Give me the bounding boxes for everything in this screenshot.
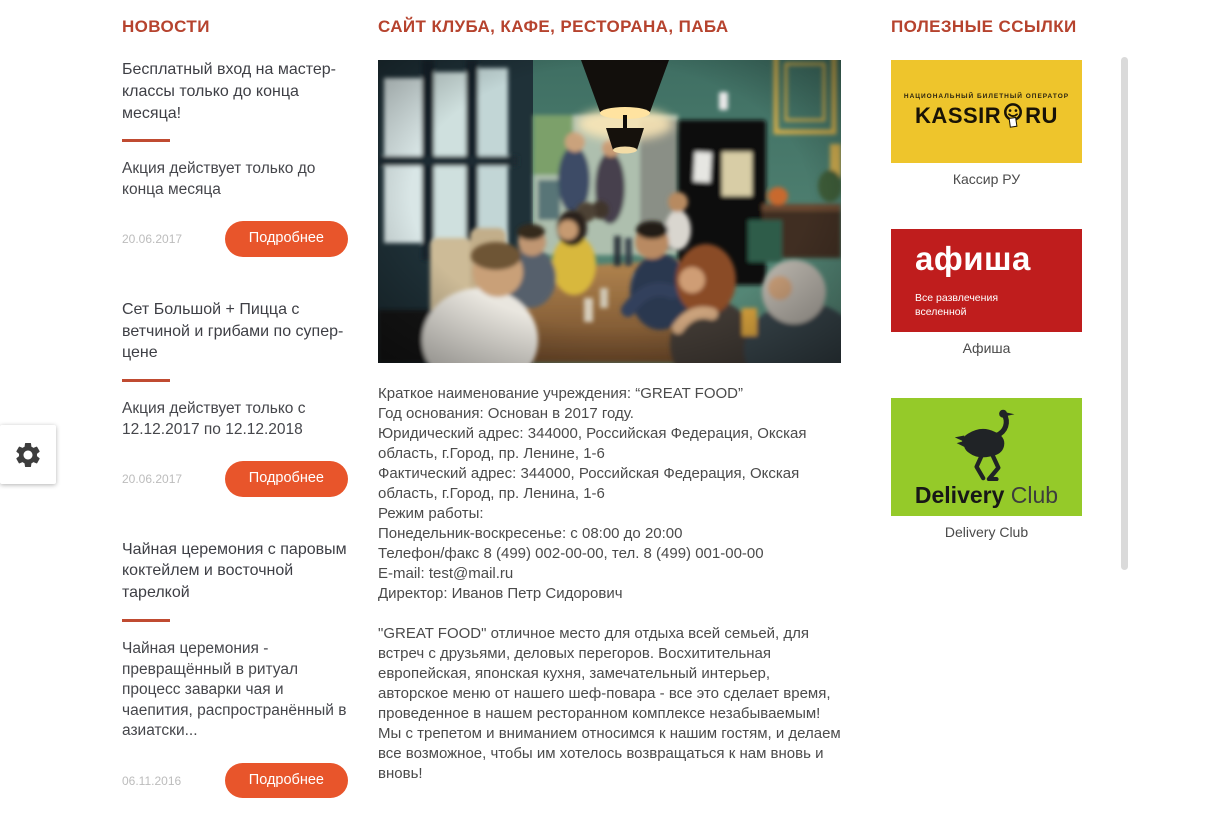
afisha-tagline-line2: вселенной	[915, 306, 967, 318]
page-title: САЙТ КЛУБА, КАФЕ, РЕСТОРАНА, ПАБА	[378, 17, 729, 36]
afisha-brand-text: афиша	[915, 239, 1031, 277]
news-item-footer	[122, 221, 348, 256]
news-item-subtitle: Чайная церемония - превращённый в ритуал процесс заварки чая и чаепития, распространённый в азиатски...	[122, 639, 347, 740]
info-line: Телефон/факс 8 (499) 002-00-00, тел. 8 (499) 001-00-00	[378, 545, 764, 562]
info-line: Краткое наименование учреждения: “GREAT FOOD”	[378, 385, 744, 402]
info-line: E-mail: test@mail.ru	[378, 565, 514, 582]
kassir-smiley-icon	[1002, 102, 1024, 128]
afisha-logo[interactable]	[891, 229, 1082, 332]
scrollbar-thumb[interactable]	[1121, 57, 1128, 570]
news-item-title: Чайная церемония с паровым коктейлем и восточной тарелкой	[122, 540, 347, 602]
org-info-block	[378, 384, 841, 604]
news-separator	[122, 139, 170, 142]
links-list	[891, 60, 1082, 540]
info-line: Директор: Иванов Петр Сидорович	[378, 585, 623, 602]
restaurant-photo	[378, 60, 841, 363]
more-button[interactable]: Подробнее	[225, 221, 348, 256]
news-item-subtitle: Акция действует только с 12.12.2017 по 12.12.2018	[122, 400, 306, 438]
more-button[interactable]: Подробнее	[225, 461, 348, 496]
kassir-logo[interactable]	[891, 60, 1082, 163]
news-item-title: Бесплатный вход на мастер-классы только до конца месяца!	[122, 61, 336, 122]
useful-links-column	[891, 18, 1082, 540]
info-line: Фактический адрес: 344000, Российская Федерация, Окская область, г.Город, пр. Ленина, 1-6	[378, 465, 800, 502]
delivery-brand-text: Delivery	[914, 481, 1005, 508]
delivery-brand-suffix: Club	[1010, 481, 1059, 508]
news-column	[122, 18, 348, 798]
news-item-title: Сет Большой + Пицца с ветчиной и грибами по супер-цене	[122, 300, 344, 362]
news-item-date: 06.11.2016	[122, 773, 182, 788]
link-item-kassir	[891, 60, 1082, 187]
info-line: Понедельник-воскресенье: с 08:00 до 20:00	[378, 525, 683, 542]
more-button[interactable]: Подробнее	[225, 763, 348, 798]
news-item-footer	[122, 763, 348, 798]
link-caption[interactable]: Кассир РУ	[952, 171, 1021, 187]
news-item-date: 20.06.2017	[122, 472, 183, 487]
restaurant-photo-illustration	[378, 60, 841, 363]
info-line: Юридический адрес: 344000, Российская Федерация, Окская область, г.Город, пр. Ленине, 1-6	[378, 425, 807, 462]
main-content	[378, 18, 841, 784]
links-heading: ПОЛЕЗНЫЕ ССЫЛКИ	[891, 17, 1077, 36]
news-item-footer	[122, 461, 348, 496]
link-item-afisha	[891, 229, 1082, 356]
news-list	[122, 59, 348, 798]
info-line: Год основания: Основан в 2017 году.	[378, 405, 634, 422]
kassir-brand-text: KASSIR	[915, 103, 1002, 128]
link-caption[interactable]: Delivery Club	[944, 524, 1029, 540]
settings-button[interactable]	[0, 425, 56, 484]
news-item-date: 20.06.2017	[122, 232, 183, 247]
about-paragraph: Мы с трепетом и вниманием относимся к нашим гостям, и делаем все возможное, чтобы им хотелось возвращаться к нам вновь и вновь!	[378, 725, 841, 782]
news-item	[122, 299, 348, 497]
kassir-brand-suffix: RU	[1025, 103, 1058, 128]
about-block	[378, 624, 841, 784]
gear-icon	[13, 440, 43, 470]
link-item-delivery	[891, 398, 1082, 540]
news-heading: НОВОСТИ	[122, 17, 210, 36]
ostrich-icon	[939, 409, 1035, 481]
info-line: Режим работы:	[378, 505, 484, 522]
news-separator	[122, 379, 170, 382]
afisha-tagline-line1: Все развлечения	[915, 291, 999, 304]
link-caption[interactable]: Афиша	[962, 340, 1011, 356]
news-separator	[122, 619, 170, 622]
kassir-tagline: НАЦИОНАЛЬНЫЙ БИЛЕТНЫЙ ОПЕРАТОР	[903, 93, 1070, 100]
news-item	[122, 539, 348, 799]
about-paragraph: "GREAT FOOD" отличное место для отдыха всей семьей, для встреч с друзьями, деловых перегоров. Восхитительная европейская, японская кухня, замечательный интерьер, авторское меню от нашего шеф-повара - все это сделает время, проведенное в нашем ресторанном комплексе незабываемым!	[378, 625, 831, 722]
news-item	[122, 59, 348, 257]
news-item-subtitle: Акция действует только до конца месяца	[122, 160, 316, 198]
delivery-club-logo[interactable]	[891, 398, 1082, 516]
